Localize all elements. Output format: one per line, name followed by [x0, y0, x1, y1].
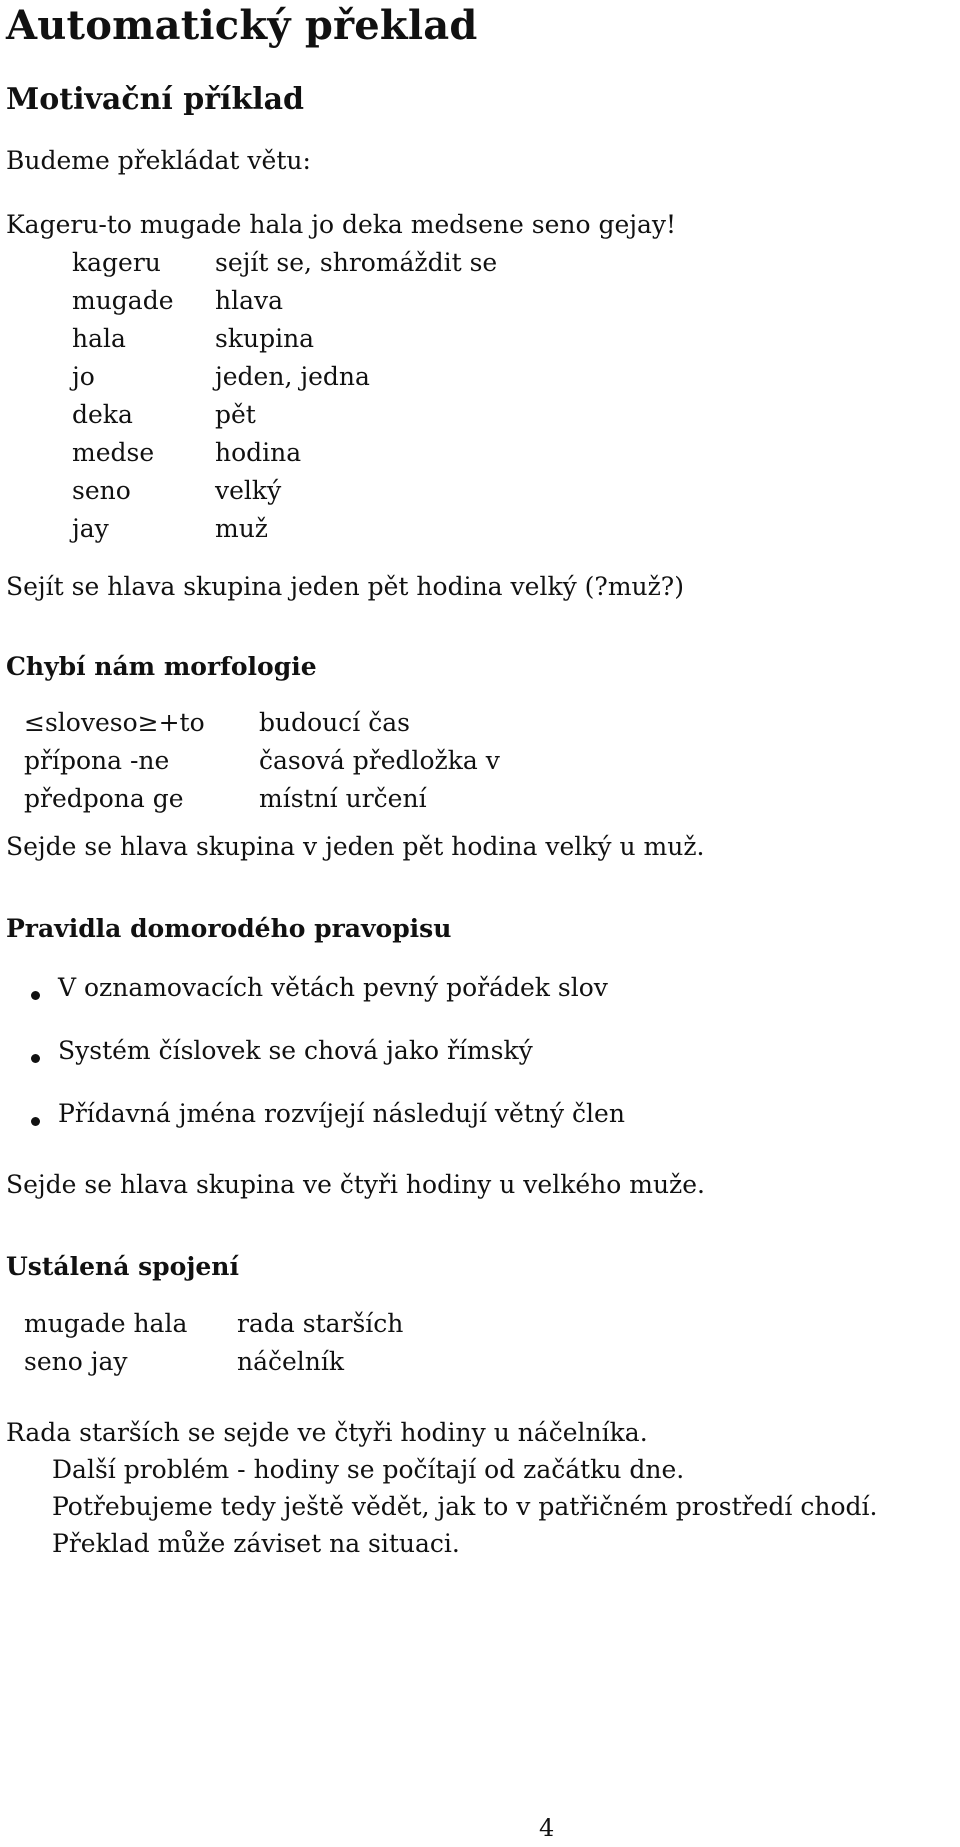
vocab-word: mugade	[72, 286, 174, 315]
bullet-icon	[31, 1054, 40, 1063]
morph-form: ≤sloveso≥+to	[24, 708, 205, 737]
vocab-word: seno	[72, 476, 131, 505]
section-heading-morphology: Chybí nám morfologie	[6, 652, 317, 681]
section-heading-motivation: Motivační příklad	[6, 82, 305, 117]
note-line: Další problém - hodiny se počítají od začátku dne.	[52, 1455, 685, 1484]
page-title: Automatický překlad	[6, 2, 478, 49]
vocab-word: hala	[72, 324, 126, 353]
list-item: Systém číslovek se chová jako římský	[58, 1036, 533, 1065]
page-number: 4	[539, 1814, 555, 1842]
list-item: Přídavná jména rozvíjejí následují větný člen	[58, 1099, 625, 1128]
translation-final: Rada starších se sejde ve čtyři hodiny u náčelníka.	[6, 1418, 648, 1447]
idiom-phrase: mugade hala	[24, 1309, 188, 1338]
vocab-meaning: hodina	[215, 438, 302, 467]
example-sentence: Kageru-to mugade hala jo deka medsene seno gejay!	[6, 210, 677, 239]
vocab-word: jay	[72, 514, 109, 543]
idiom-meaning: náčelník	[237, 1347, 345, 1376]
note-line: Překlad může záviset na situaci.	[52, 1529, 460, 1558]
section-heading-idioms: Ustálená spojení	[6, 1252, 239, 1281]
translation-attempt-1: Sejít se hlava skupina jeden pět hodina velký (?muž?)	[6, 572, 684, 601]
morph-form: předpona ge	[24, 784, 184, 813]
morph-form: přípona -ne	[24, 746, 170, 775]
translation-attempt-2: Sejde se hlava skupina v jeden pět hodina velký u muž.	[6, 832, 705, 861]
idiom-meaning: rada starších	[237, 1309, 404, 1338]
vocab-meaning: skupina	[215, 324, 315, 353]
section-heading-orthography: Pravidla domorodého pravopisu	[6, 914, 452, 943]
note-line: Potřebujeme tedy ještě vědět, jak to v patřičném prostředí chodí.	[52, 1492, 878, 1521]
vocab-meaning: velký	[215, 476, 282, 505]
vocab-meaning: pět	[215, 400, 256, 429]
intro-text: Budeme překládat větu:	[6, 146, 311, 175]
list-item: V oznamovacích větách pevný pořádek slov	[58, 973, 608, 1002]
vocab-meaning: sejít se, shromáždit se	[215, 248, 498, 277]
vocab-word: kageru	[72, 248, 161, 277]
vocab-meaning: hlava	[215, 286, 284, 315]
bullet-icon	[31, 1117, 40, 1126]
vocab-meaning: muž	[215, 514, 268, 543]
bullet-icon	[31, 991, 40, 1000]
morph-meaning: místní určení	[259, 784, 427, 813]
vocab-word: medse	[72, 438, 155, 467]
vocab-word: jo	[72, 362, 95, 391]
morph-meaning: časová předložka v	[259, 746, 500, 775]
idiom-phrase: seno jay	[24, 1347, 128, 1376]
morph-meaning: budoucí čas	[259, 708, 410, 737]
vocab-word: deka	[72, 400, 133, 429]
vocab-meaning: jeden, jedna	[215, 362, 370, 391]
translation-attempt-3: Sejde se hlava skupina ve čtyři hodiny u velkého muže.	[6, 1170, 705, 1199]
